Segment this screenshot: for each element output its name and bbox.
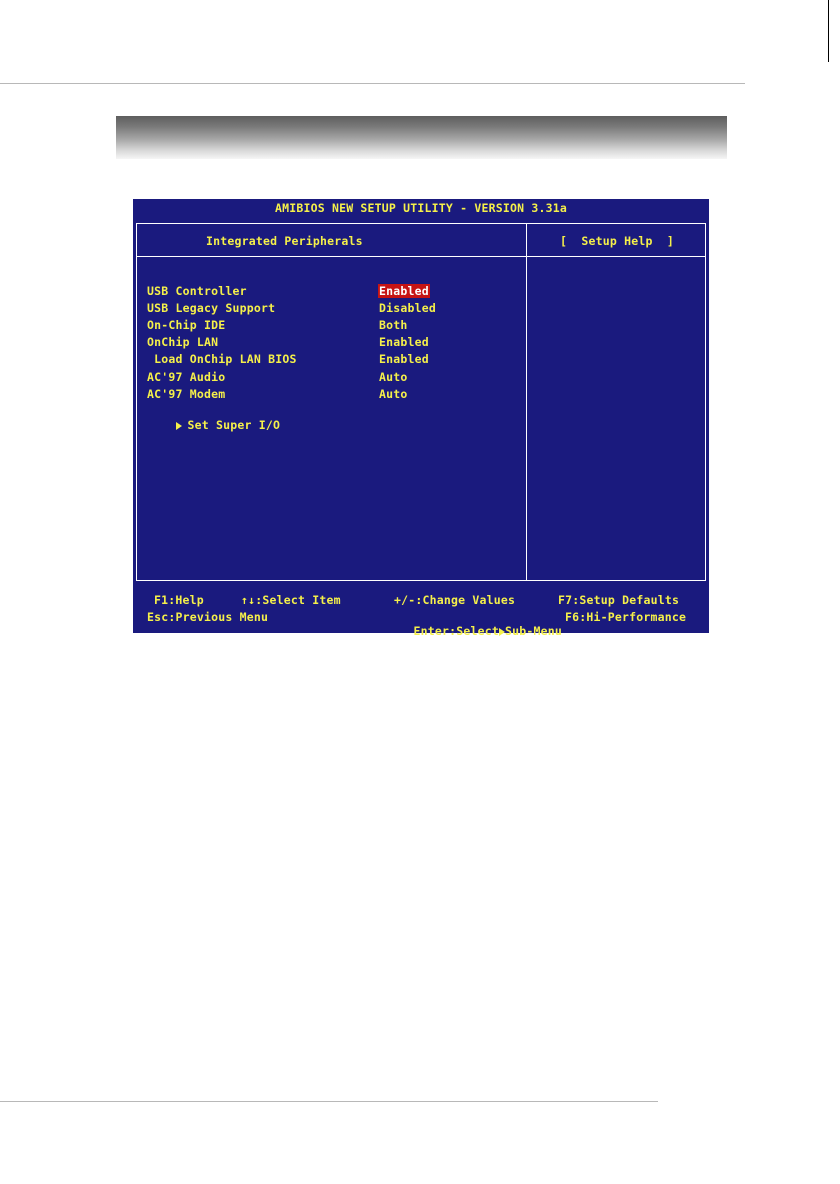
enter-select-label: Enter:Select — [413, 624, 499, 638]
menu-item-load-onchip-lan-bios[interactable]: Load OnChip LAN BIOS — [147, 352, 297, 366]
sub-menu-label: Sub-Menu — [504, 624, 562, 638]
bottom-rule — [0, 1101, 658, 1102]
menu-item-set-super-io[interactable] — [147, 404, 280, 446]
panel-divider — [526, 223, 527, 581]
bios-title: AMIBIOS NEW SETUP UTILITY - VERSION 3.31a — [274, 201, 568, 215]
help-panel-title: [ Setup Help ] — [560, 234, 674, 248]
footer-help: F1:Help — [154, 593, 204, 607]
value-ac97-audio[interactable]: Auto — [379, 370, 408, 384]
footer-hi-performance: F6:Hi-Performance — [565, 610, 687, 624]
page-corner-line — [828, 0, 829, 62]
header-band — [116, 116, 727, 159]
footer-setup-defaults: F7:Setup Defaults — [558, 593, 680, 607]
bios-frame — [136, 223, 706, 581]
footer-previous-menu: Esc:Previous Menu — [147, 610, 269, 624]
value-load-onchip-lan-bios[interactable]: Enabled — [379, 352, 429, 366]
value-onchip-lan[interactable]: Enabled — [379, 335, 429, 349]
menu-item-ac97-modem[interactable]: AC'97 Modem — [147, 387, 226, 401]
menu-item-ac97-audio[interactable]: AC'97 Audio — [147, 370, 226, 384]
footer-change-values: +/-:Change Values — [394, 593, 516, 607]
value-usb-legacy-support[interactable]: Disabled — [379, 301, 436, 315]
set-super-io-label: Set Super I/O — [187, 418, 281, 432]
menu-item-onchip-lan[interactable]: OnChip LAN — [147, 335, 219, 349]
section-title: Integrated Peripherals — [206, 234, 363, 248]
bios-screen — [133, 199, 709, 638]
submenu-arrow-icon — [176, 422, 182, 430]
top-rule — [0, 83, 745, 84]
menu-item-usb-controller[interactable]: USB Controller — [147, 284, 247, 298]
footer-select-item: ↑↓:Select Item — [241, 593, 341, 607]
value-usb-controller[interactable]: Enabled — [379, 284, 429, 298]
header-divider — [136, 256, 706, 257]
menu-item-on-chip-ide[interactable]: On-Chip IDE — [147, 318, 226, 332]
value-on-chip-ide[interactable]: Both — [379, 318, 408, 332]
value-ac97-modem[interactable]: Auto — [379, 387, 408, 401]
footer-enter-select — [385, 610, 562, 652]
menu-item-usb-legacy-support[interactable]: USB Legacy Support — [147, 301, 276, 315]
